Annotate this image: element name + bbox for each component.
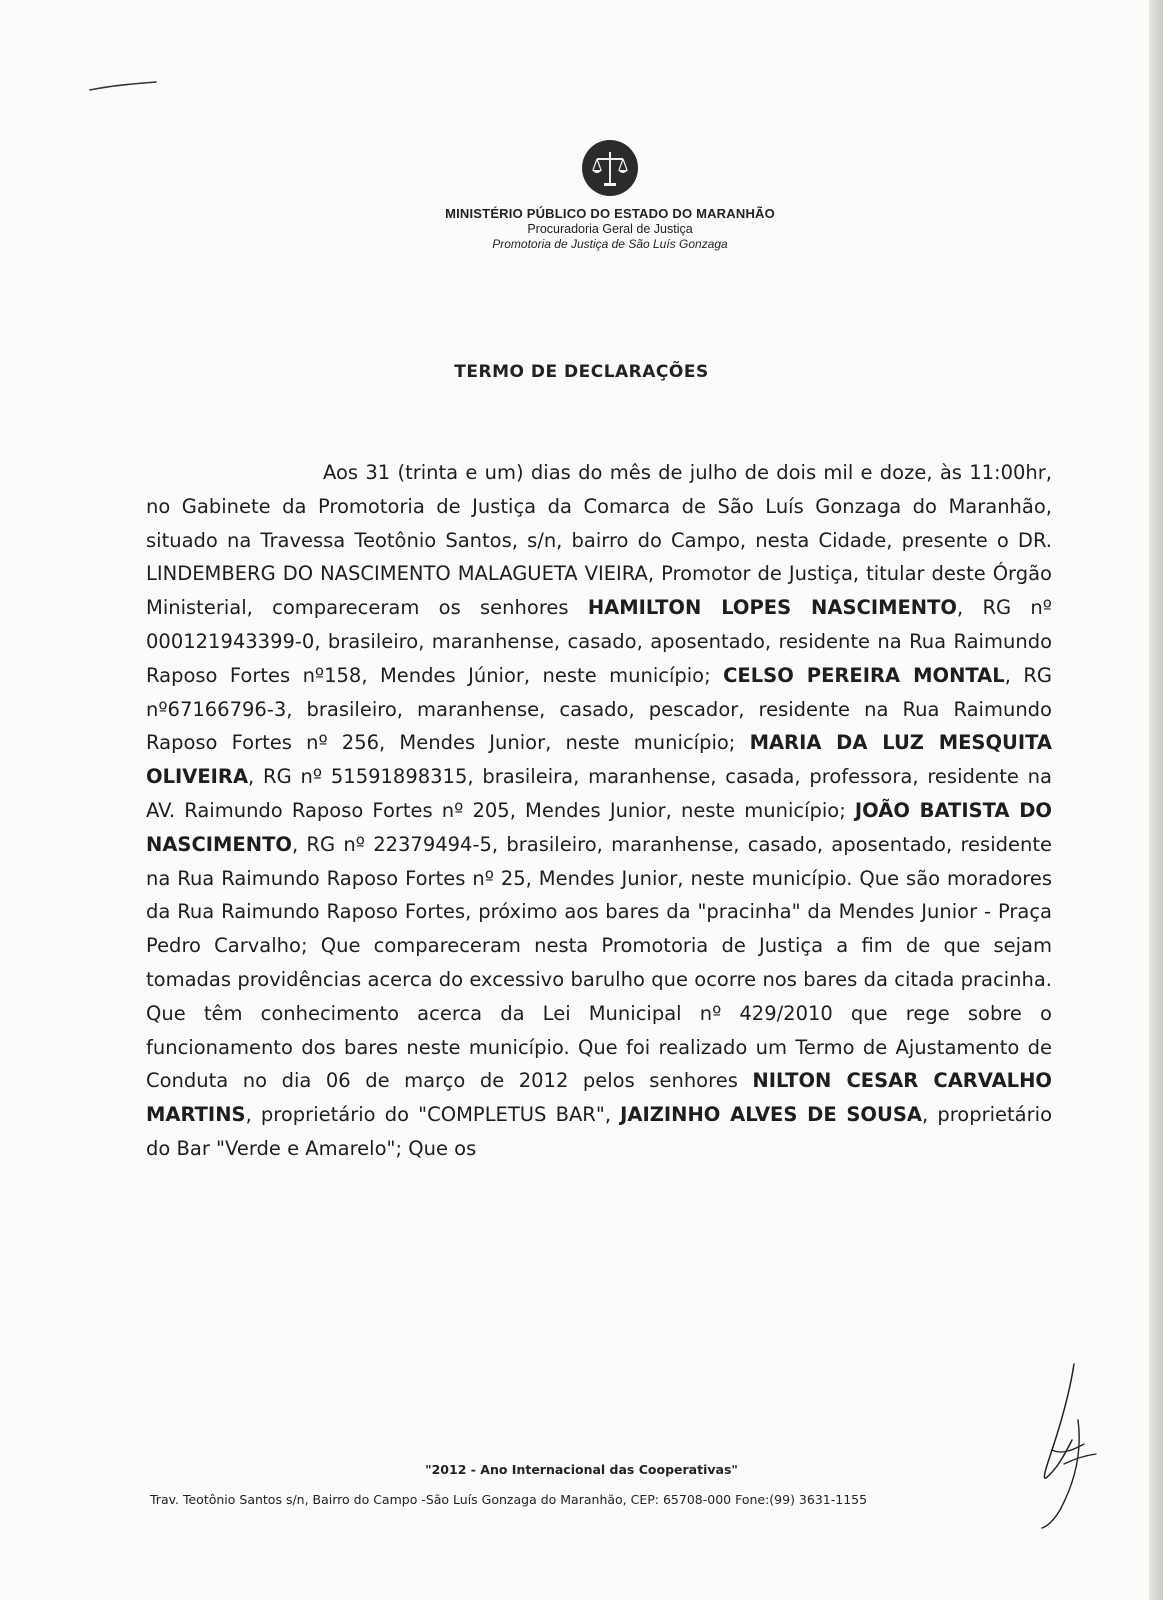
pen-stroke-mark <box>88 80 158 92</box>
body-text-segment: Aos 31 (trinta e um) dias do mês de julho de dois mil e doze, às 11:00hr, no Gabinete da Promotoria de Justiça da Comarca de São Luís Gonzaga do Maranhão, situado na Travessa Teotônio Santos, s/n, bairro do Campo, nesta Cidade, presente o DR. LINDEMBERG DO NASCIMENTO MALAGUETA VIEIRA, Promotor de Justiça, titular deste Órgão Ministerial, compareceram os senhores <box>146 461 1052 620</box>
scan-edge-shadow <box>1149 0 1163 1600</box>
letterhead <box>400 138 820 251</box>
body-text-segment: , proprietário do Bar "Verde e Amarelo"; Que os <box>146 1103 1052 1160</box>
department-name: Procuradoria Geral de Justiça <box>527 222 693 236</box>
declarant-name: JOÃO BATISTA DO NASCIMENTO <box>146 798 1052 856</box>
bar-owner-name: NILTON CESAR CARVALHO MARTINS <box>146 1069 1052 1127</box>
institution-name: MINISTÉRIO PÚBLICO DO ESTADO DO MARANHÃO <box>445 206 775 221</box>
declarant-name: HAMILTON LOPES NASCIMENTO <box>587 596 957 620</box>
declarant-name: MARIA DA LUZ MESQUITA OLIVEIRA <box>146 731 1053 789</box>
document-title: TERMO DE DECLARAÇÕES <box>454 362 709 382</box>
declarant-name: CELSO PEREIRA MONTAL <box>723 663 1005 687</box>
declaration-body <box>146 456 1052 1166</box>
body-text-segment: , RG nº 51591898315, brasileira, maranhense, casada, professora, residente na AV. Raimundo Raposo Fortes nº 205, Mendes Junior, neste município; <box>146 765 1052 822</box>
body-text-segment: , RG nº67166796-3, brasileiro, maranhense, casado, pescador, residente na Rua Raimundo Raposo Fortes nº 256, Mendes Junior, neste município; <box>146 663 1052 755</box>
body-text-segment: , RG nº 000121943399-0, brasileiro, maranhense, casado, aposentado, residente na Rua Raimundo Raposo Fortes nº158, Mendes Júnior, neste município; <box>146 596 1052 687</box>
bar-owner-name: JAIZINHO ALVES DE SOUSA <box>620 1103 922 1127</box>
scales-of-justice-seal-icon <box>580 138 640 198</box>
office-name: Promotoria de Justiça de São Luís Gonzaga <box>492 237 728 251</box>
body-text-segment: , RG nº 22379494-5, brasileiro, maranhense, casado, aposentado, residente na Rua Raimundo Raposo Fortes nº 25, Mendes Junior, neste município. Que são moradores da Rua Raimundo Raposo Fortes, próximo aos bares da "pracinha" da Mendes Junior - Praça Pedro Carvalho; Que compareceram nesta Promotoria de Justiça a fim de que sejam tomadas providências acerca do excessivo barulho que ocorre nos bares da citada pracinha. Que têm conhecimento acerca da Lei Municipal nº 429/2010 que rege sobre o funcionamento dos bares neste município. Que foi realizado um Termo de Ajustamento de Conduta no dia 06 de março de 2012 pelos senhores <box>146 832 1052 1093</box>
handwritten-signature <box>1012 1360 1102 1530</box>
year-motto: "2012 - Ano Internacional das Cooperativas" <box>425 1462 738 1477</box>
body-text-segment: , proprietário do "COMPLETUS BAR", <box>245 1103 621 1127</box>
footer-address: Trav. Teotônio Santos s/n, Bairro do Campo -São Luís Gonzaga do Maranhão, CEP: 65708-000 Fone:(99) 3631-1155 <box>150 1492 868 1507</box>
